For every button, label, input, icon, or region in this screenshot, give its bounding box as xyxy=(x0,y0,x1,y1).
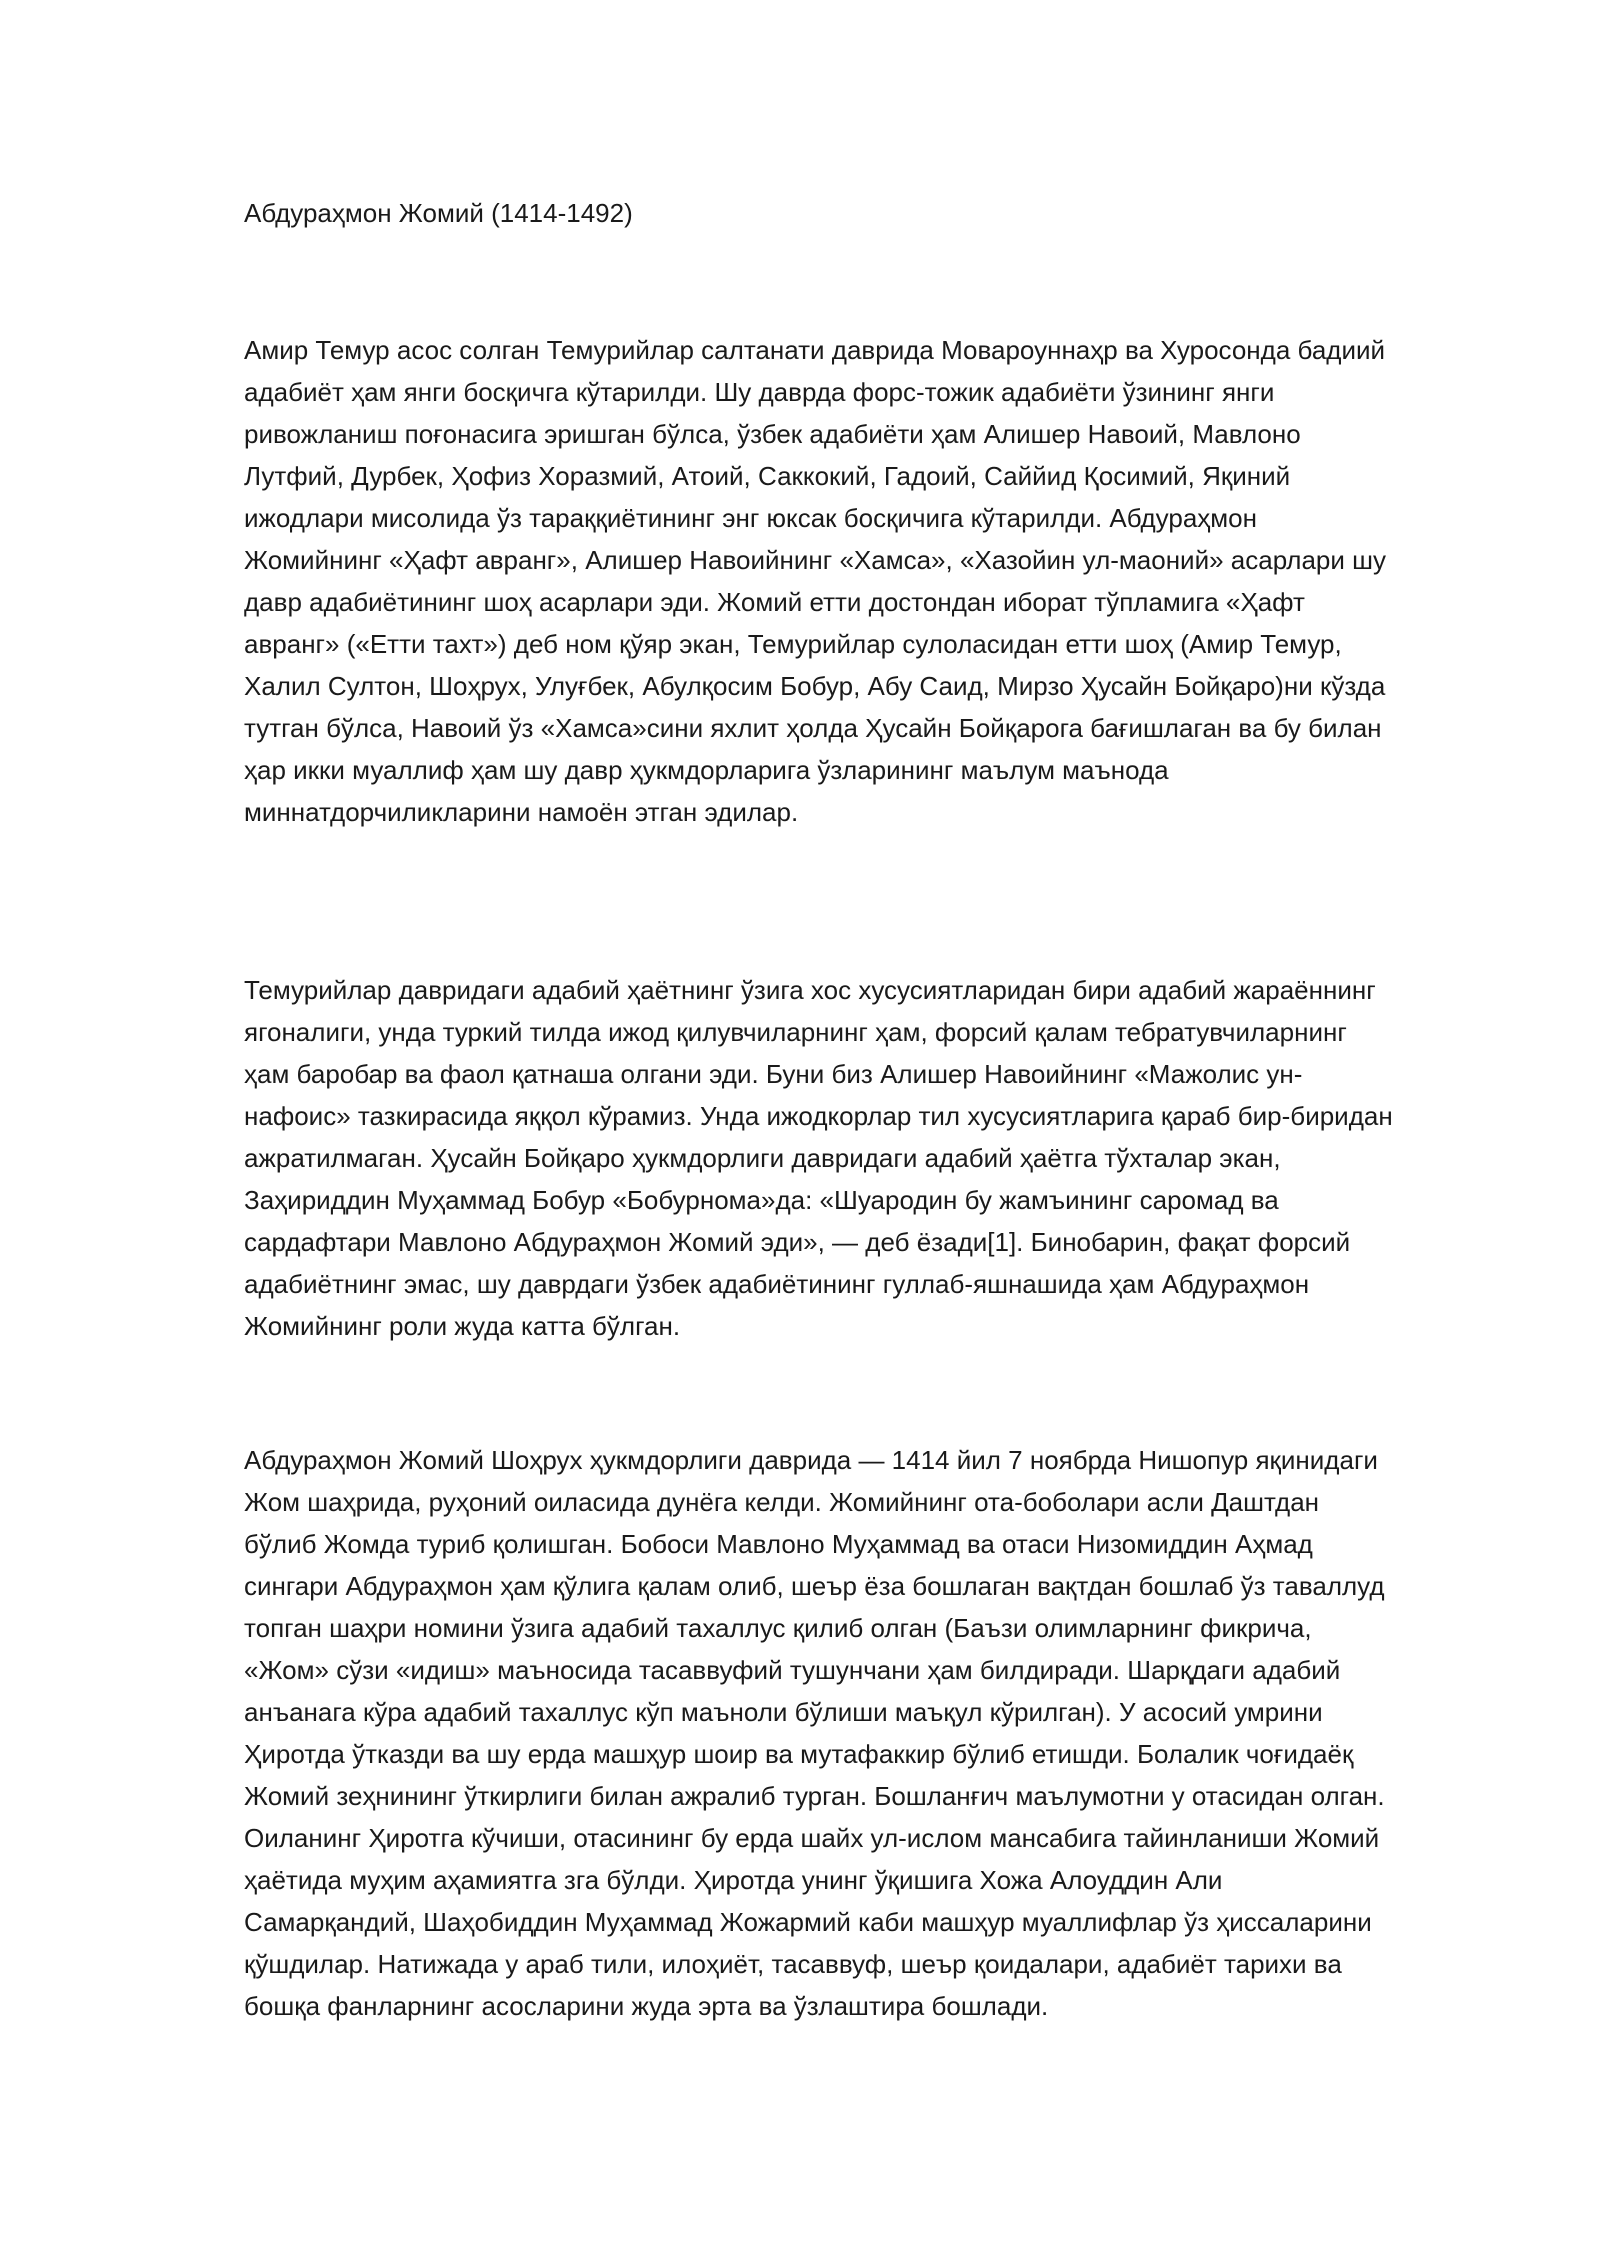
paragraph-2: Темурийлар давридаги адабий ҳаётнинг ўзига хос хусусиятларидан бири адабий жараённинг ягоналиги, унда туркий тилда ижод қилувчиларнинг ҳам, форсий қалам тебратувчиларнинг ҳам баробар ва фаол қатнаша олгани эди. Буни биз Алишер Навоийнинг «Мажолис ун-нафоис» тазкирасида яққол кўрамиз. Унда ижодкорлар тил хусусиятларига қараб бир-биридан ажратилмаган. Ҳусайн Бойқаро ҳукмдорлиги давридаги адабий ҳаётга тўхталар экан, Заҳириддин Муҳаммад Бобур «Бобурнома»да: «Шуародин бу жамъининг саромад ва сардафтари Мавлоно Абдураҳмон Жомий эди», — деб ёзади[1]. Бинобарин, фақат форсий адабиётнинг эмас, шу даврдаги ўзбек адабиётининг гуллаб-яшнашида ҳам Абдураҳмон Жомийнинг роли жуда катта бўлган. xyxy=(244,975,1393,1341)
paragraph-3: Абдураҳмон Жомий Шоҳрух ҳукмдорлиги даврида — 1414 йил 7 ноябрда Нишопур яқинидаги Жом шаҳрида, руҳоний оиласида дунёга келди. Жомийнинг ота-боболари асли Даштдан бўлиб Жомда туриб қолишган. Бобоси Мавлоно Муҳаммад ва отаси Низомиддин Аҳмад сингари Абдураҳмон ҳам қўлига қалам олиб, шеър ёза бошлаган вақтдан бошлаб ўз таваллуд топган шаҳри номини ўзига адабий тахаллус қилиб олган (Баъзи олимларнинг фикрича, «Жом» сўзи «идиш» маъносида тасаввуфий тушунчани ҳам билдиради. Шарқдаги адабий анъанага кўра адабий тахаллус кўп маъноли бўлиши маъқул кўрилган). У асосий умрини Ҳиротда ўтказди ва шу ерда машҳур шоир ва мутафаккир бўлиб етишди. Болалик чоғидаёқ Жомий зеҳнининг ўткирлиги билан ажралиб турган. Бошланғич маълумотни у отасидан олган. Оиланинг Ҳиротга кўчиши, отасининг бу ерда шайх ул-ислом мансабига тайинланиши Жомий ҳаётида муҳим аҳамиятга зга бўлди. Ҳиротда унинг ўқишига Хожа Алоуддин Али Самарқандий, Шаҳобиддин Муҳаммад Жожармий каби машҳур муаллифлар ўз ҳиссаларини қўшдилар. Натижада у араб тили, илоҳиёт, тасаввуф, шеър қоидалари, адабиёт тарихи ва бошқа фанларнинг асосларини жуда эрта ва ўзлаштира бошлади. xyxy=(244,1445,1385,2021)
document-title: Абдураҳмон Жомий (1414-1492) xyxy=(244,198,633,228)
paragraph-1: Амир Темур асос солган Темурийлар салтанати даврида Мовароуннаҳр ва Хуросонда бадиий адабиёт ҳам янги босқичга кўтарилди. Шу даврда форс-тожик адабиёти ўзининг янги ривожланиш поғонасига эришган бўлса, ўзбек адабиёти ҳам Алишер Навоий, Мавлоно Лутфий, Дурбек, Ҳофиз Хоразмий, Атоий, Саккокий, Гадоий, Саййид Қосимий, Яқиний ижодлари мисолида ўз тараққиётининг энг юксак босқичига кўтарилди. Абдураҳмон Жомийнинг «Ҳафт авранг», Алишер Навоийнинг «Хамса», «Хазойин ул-маоний» асарлари шу давр адабиётининг шоҳ асарлари эди. Жомий етти достондан иборат тўпламига «Ҳафт авранг» («Етти тахт») деб ном қўяр экан, Темурийлар сулоласидан етти шоҳ (Амир Темур, Халил Султон, Шоҳрух, Улуғбек, Абулқосим Бобур, Абу Саид, Мирзо Ҳусайн Бойқаро)ни кўзда тутган бўлса, Навоий ўз «Хамса»сини яхлит ҳолда Ҳусайн Бойқарога бағишлаган ва бу билан ҳар икки муаллиф ҳам шу давр ҳукмдорларига ўзларининг маълум маънода миннатдорчиликларини намоён этган эдилар. xyxy=(244,335,1386,827)
